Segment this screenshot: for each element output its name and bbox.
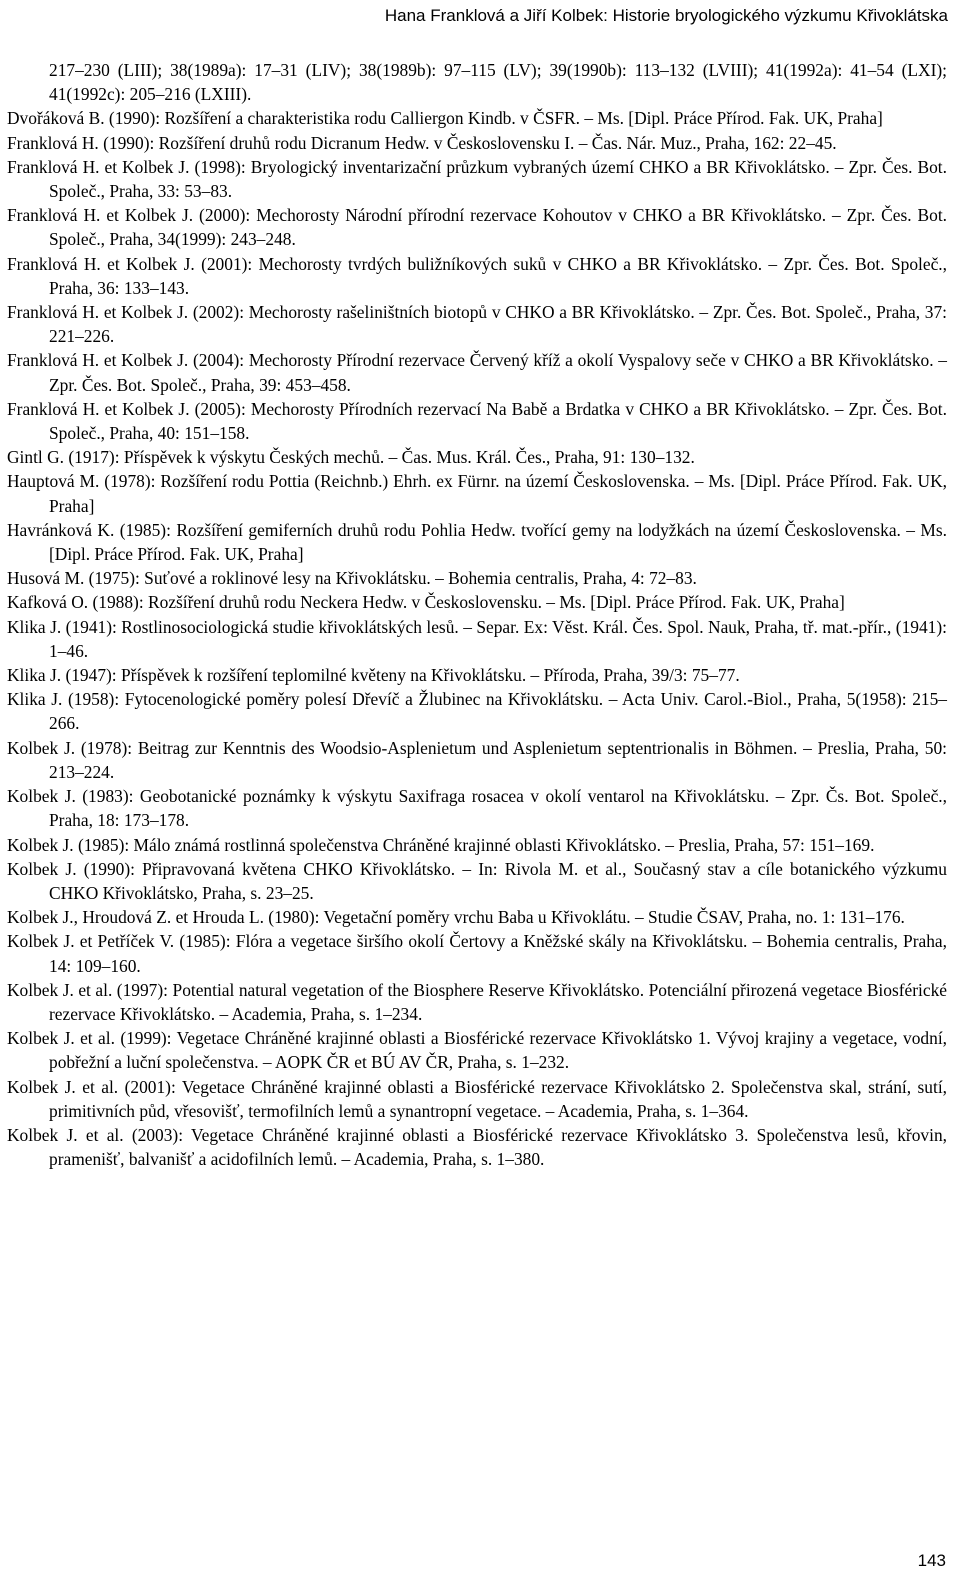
reference-entry: Kolbek J. et al. (1997): Potential natural vegetation of the Biosphere Reserve Křivoklátsko. Potenciální přirozená vegetace Biosférické rezervace Křivoklátsko. – Academia, Praha, s. 1–234. <box>7 979 947 1024</box>
reference-entry: Husová M. (1975): Suťové a roklinové lesy na Křivoklátsku. – Bohemia centralis, Praha, 4: 72–83. <box>7 568 697 589</box>
reference-entry: 217–230 (LIII); 38(1989a): 17–31 (LIV); 38(1989b): 97–115 (LV); 39(1990b): 113–132 (LVIII); 41(1992a): 41–54 (LXI); 41(1992c): 205–216 (LXIII). <box>49 60 947 105</box>
running-header: Hana Franklová a Jiří Kolbek: Historie bryologického výzkumu Křivoklátska <box>384 6 948 25</box>
reference-entry: Kafková O. (1988): Rozšíření druhů rodu Neckera Hedw. v Československu. – Ms. [Dipl. Práce Přírod. Fak. UK, Praha] <box>7 592 845 613</box>
reference-entry: Kolbek J. et al. (2003): Vegetace Chráněné krajinné oblasti a Biosférické rezervace Křivoklátsko 3. Společenstva lesů, křovin, pramenišť, balvanišť a acidofilních lemů. – Academia, Praha, s. 1–380. <box>7 1124 947 1170</box>
reference-entry: Franklová H. et Kolbek J. (2002): Mechorosty rašeliništních biotopů v CHKO a BR Křivoklátsko. – Zpr. Čes. Bot. Společ., Praha, 37: 221–226. <box>7 302 947 347</box>
reference-entry: Kolbek J. (1985): Málo známá rostlinná společenstva Chráněné krajinné oblasti Křivoklátsko. – Preslia, Praha, 57: 151–169. <box>7 834 875 855</box>
reference-entry: Kolbek J., Hroudová Z. et Hrouda L. (1980): Vegetační poměry vrchu Baba u Křivoklátu. – Studie ČSAV, Praha, no. 1: 131–176. <box>7 907 905 928</box>
reference-entry: Gintl G. (1917): Příspěvek k výskytu Českých mechů. – Čas. Mus. Král. Čes., Praha, 91: 130–132. <box>7 447 695 468</box>
reference-entry: Franklová H. et Kolbek J. (2001): Mechorosty tvrdých buližníkových suků v CHKO a BR Křivoklátsko. – Zpr. Čes. Bot. Společ., Praha, 36: 133–143. <box>7 253 947 298</box>
reference-entry: Kolbek J. (1983): Geobotanické poznámky k výskytu Saxifraga rosacea v okolí ventarol na Křivoklátsku. – Zpr. Čs. Bot. Společ., Praha, 18: 173–178. <box>7 786 947 831</box>
reference-list <box>7 58 947 1171</box>
page-number: 143 <box>917 1551 946 1570</box>
reference-entry: Franklová H. et Kolbek J. (2000): Mechorosty Národní přírodní rezervace Kohoutov v CHKO a BR Křivoklátsko. – Zpr. Čes. Bot. Společ., Praha, 34(1999): 243–248. <box>7 205 947 250</box>
reference-entry: Franklová H. (1990): Rozšíření druhů rodu Dicranum Hedw. v Československu I. – Čas. Nár. Muz., Praha, 162: 22–45. <box>7 132 837 153</box>
reference-entry: Klika J. (1947): Příspěvek k rozšíření teplomilné květeny na Křivoklátsku. – Příroda, Praha, 39/3: 75–77. <box>7 665 740 686</box>
reference-entry: Kolbek J. et al. (1999): Vegetace Chráněné krajinné oblasti a Biosférické rezervace Křivoklátsko 1. Vývoj krajiny a vegetace, vodní, pobřežní a luční společenstva. – AOPK ČR et BÚ AV ČR, Praha, s. 1–232. <box>7 1028 947 1073</box>
reference-entry: Hauptová M. (1978): Rozšíření rodu Pottia (Reichnb.) Ehrh. ex Fürnr. na území Československa. – Ms. [Dipl. Práce Přírod. Fak. UK, Praha] <box>7 471 947 516</box>
reference-entry: Dvořáková B. (1990): Rozšíření a charakteristika rodu Calliergon Kindb. v ČSFR. – Ms. [Dipl. Práce Přírod. Fak. UK, Praha] <box>7 108 883 129</box>
reference-entry: Kolbek J. (1990): Připravovaná květena CHKO Křivoklátsko. – In: Rivola M. et al., Současný stav a cíle botanického výzkumu CHKO Křivoklátsko, Praha, s. 23–25. <box>7 858 947 903</box>
reference-entry: Franklová H. et Kolbek J. (2005): Mechorosty Přírodních rezervací Na Babě a Brdatka v CHKO a BR Křivoklátsko. – Zpr. Čes. Bot. Společ., Praha, 40: 151–158. <box>7 398 947 444</box>
reference-entry: Klika J. (1941): Rostlinosociologická studie křivoklátských lesů. – Separ. Ex: Věst. Král. Čes. Spol. Nauk, Praha, tř. mat.-přír., (1941): 1–46. <box>7 616 947 661</box>
reference-entry: Kolbek J. et al. (2001): Vegetace Chráněné krajinné oblasti a Biosférické rezervace Křivoklátsko 2. Společenstva skal, strání, sutí, primitivních půd, vřesovišť, termofilních lemů a synantropní vegetace. – Academia, Praha, s. 1–364. <box>7 1076 947 1121</box>
reference-entry: Kolbek J. et Petříček V. (1985): Flóra a vegetace širšího okolí Čertovy a Kněžské skály na Křivoklátsku. – Bohemia centralis, Praha, 14: 109–160. <box>7 931 947 976</box>
reference-entry: Klika J. (1958): Fytocenologické poměry polesí Dřevíč a Žlubinec na Křivoklátsku. – Acta Univ. Carol.-Biol., Praha, 5(1958): 215–266. <box>7 689 947 734</box>
reference-entry: Kolbek J. (1978): Beitrag zur Kenntnis des Woodsio-Asplenietum und Asplenietum septentrionalis in Böhmen. – Preslia, Praha, 50: 213–224. <box>7 737 947 782</box>
reference-entry: Havránková K. (1985): Rozšíření gemiferních druhů rodu Pohlia Hedw. tvořící gemy na lodyžkách na území Československa. – Ms. [Dipl. Práce Přírod. Fak. UK, Praha] <box>7 519 947 565</box>
reference-entry: Franklová H. et Kolbek J. (1998): Bryologický inventarizační průzkum vybraných území CHKO a BR Křivoklátsko. – Zpr. Čes. Bot. Společ., Praha, 33: 53–83. <box>7 156 947 202</box>
reference-entry: Franklová H. et Kolbek J. (2004): Mechorosty Přírodní rezervace Červený kříž a okolí Vyspalovy seče v CHKO a BR Křivoklátsko. – Zpr. Čes. Bot. Společ., Praha, 39: 453–458. <box>7 350 947 395</box>
